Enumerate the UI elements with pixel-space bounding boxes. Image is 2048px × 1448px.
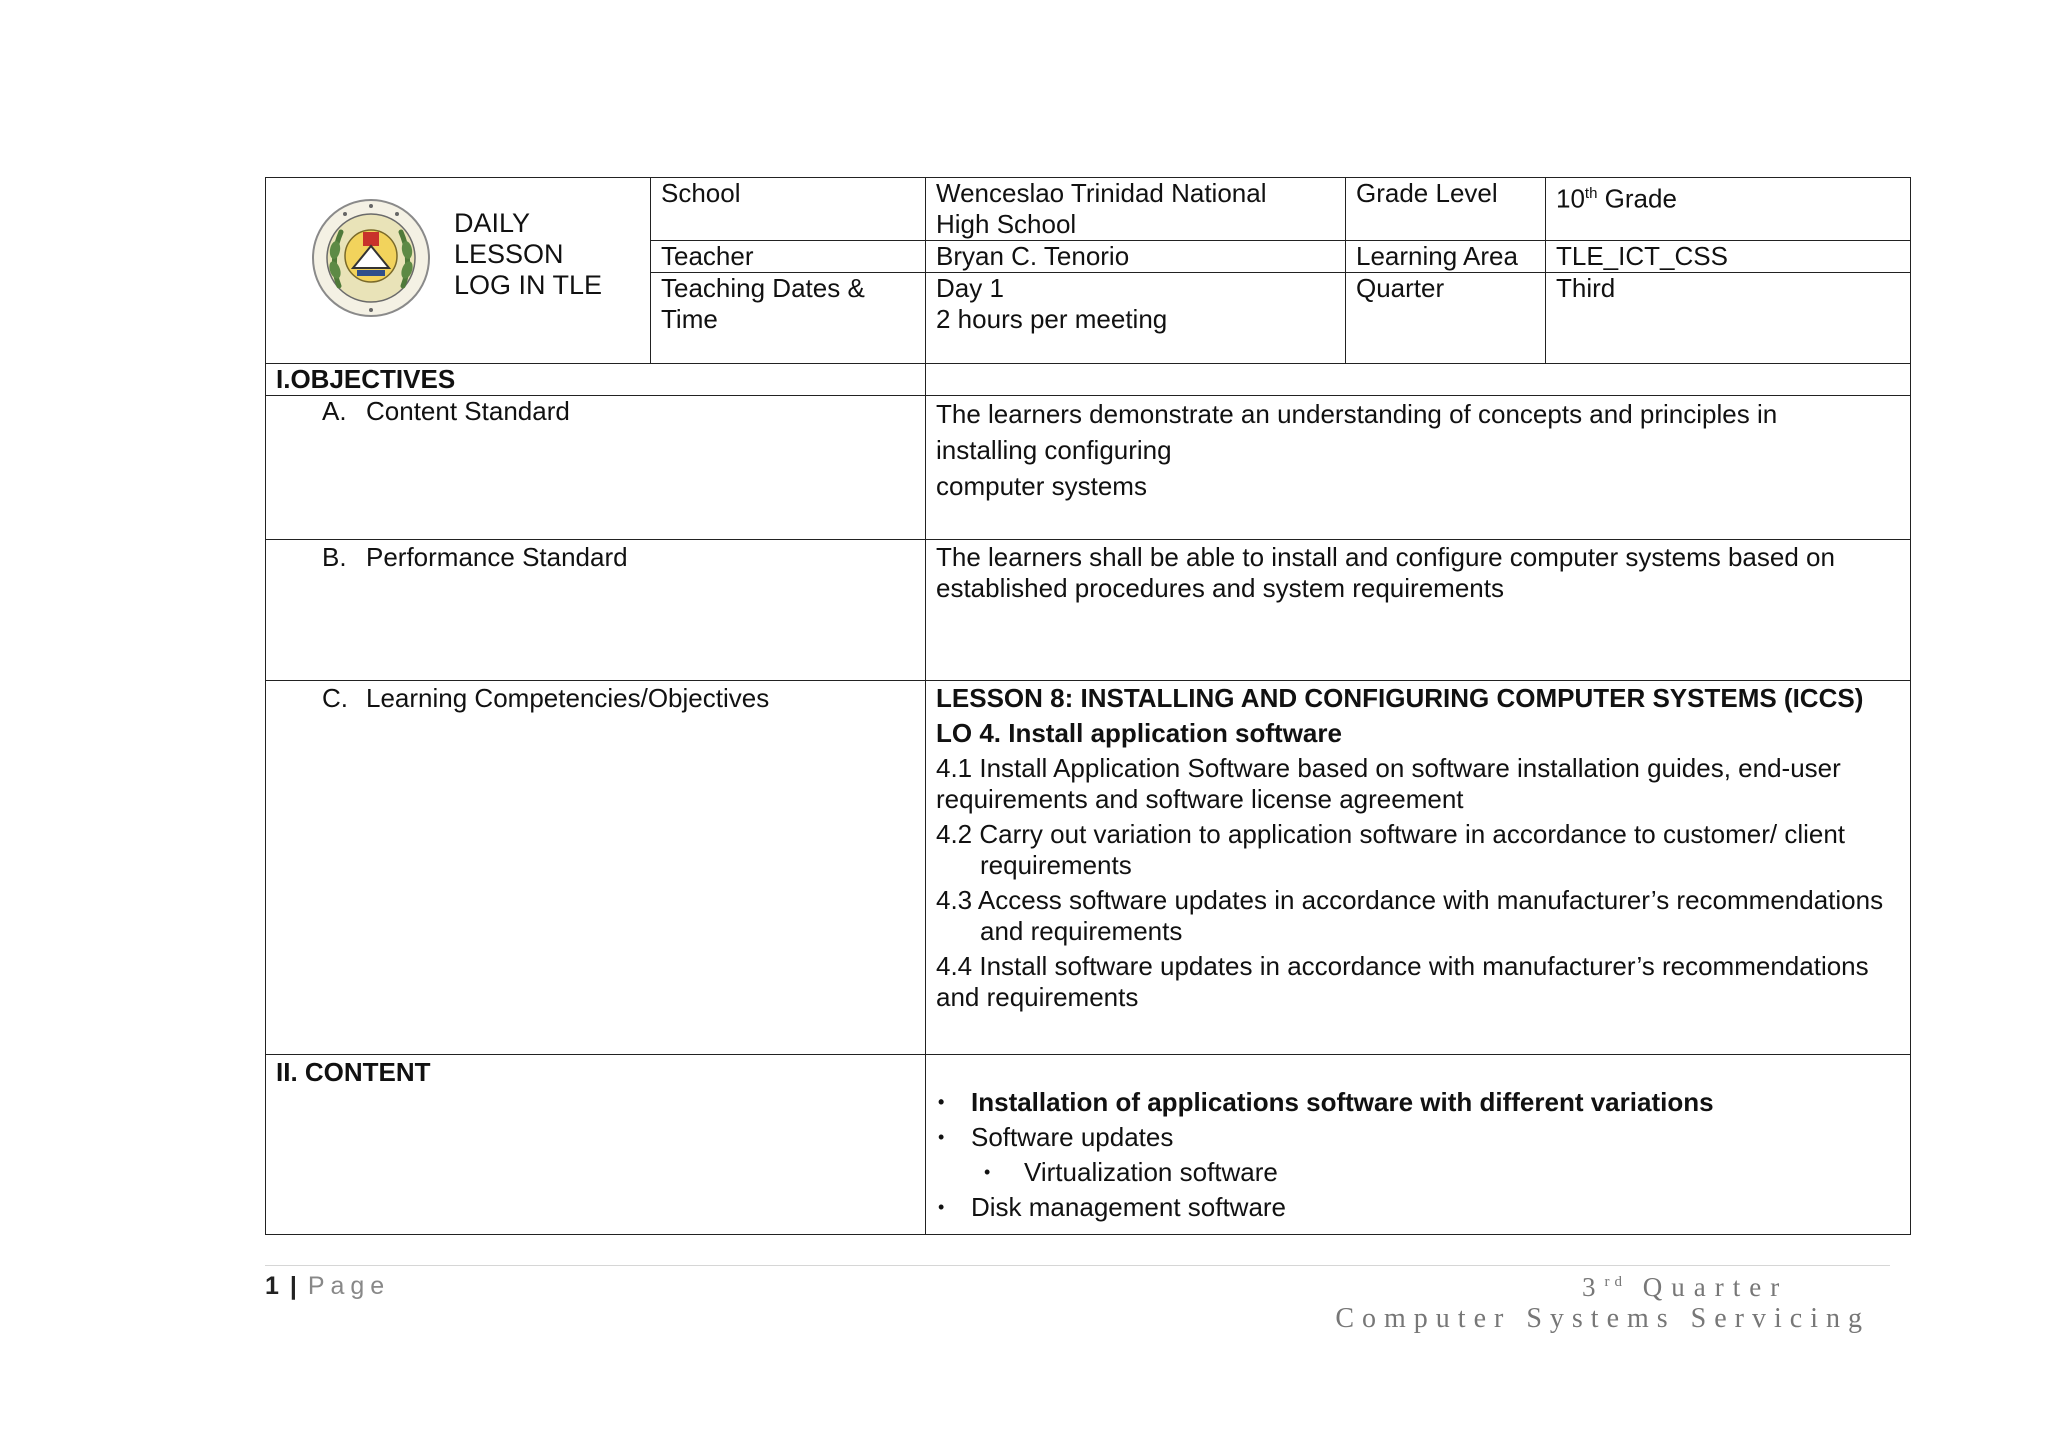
quarter-label: Quarter: [1346, 273, 1546, 364]
grade-level-label: Grade Level: [1346, 178, 1546, 241]
content-row: [266, 1055, 1911, 1235]
content-heading: II. CONTENT: [266, 1055, 926, 1235]
learning-area-label: Learning Area: [1346, 241, 1546, 273]
document-title: DAILY LESSON LOG IN TLE: [454, 208, 603, 300]
footer-divider: [265, 1265, 1890, 1266]
objectives-heading-row: [266, 364, 1911, 396]
competency-item: 4.4 Install software updates in accordance with manufacturer’s recommendations and requirements: [936, 951, 1869, 1012]
competencies-label: C. Learning Competencies/Objectives: [266, 681, 926, 1055]
content-list-cell: [926, 1055, 1911, 1235]
teacher-value: Bryan C. Tenorio: [926, 241, 1346, 273]
performance-standard-label: B. Performance Standard: [266, 540, 926, 681]
school-label: School: [651, 178, 926, 241]
competency-item: 4.3 Access software updates in accordance with manufacturer’s recommendations and requirements: [936, 885, 1884, 946]
list-item: • Virtualization software: [936, 1155, 1900, 1190]
list-item: • Disk management software: [936, 1190, 1900, 1225]
teacher-label: Teacher: [651, 241, 926, 273]
school-seal-icon: [311, 198, 431, 318]
competency-item: 4.1 Install Application Software based on software installation guides, end-user requirements and software license agreement: [936, 753, 1841, 814]
lesson-title: LESSON 8: INSTALLING AND CONFIGURING COMPUTER SYSTEMS (ICCS): [936, 683, 1864, 713]
performance-standard-text: The learners shall be able to install and configure computer systems based on established procedures and system requirements: [926, 540, 1911, 681]
header-row-school: [266, 178, 1911, 241]
page-number: 1 | Page: [265, 1272, 391, 1300]
objectives-heading: I.OBJECTIVES: [266, 364, 926, 396]
teaching-dates-label: Teaching Dates & Time: [651, 273, 926, 364]
competencies-row: [266, 681, 1911, 1055]
footer-quarter: 3rd Quarter: [1582, 1272, 1789, 1302]
daily-lesson-log-table: [265, 177, 1911, 1235]
content-standard-row: [266, 396, 1911, 540]
competency-item: 4.2 Carry out variation to application software in accordance to customer/ client requirements: [936, 819, 1846, 880]
list-item: • Software updates: [936, 1120, 1900, 1155]
footer-subject: Computer Systems Servicing: [1335, 1303, 1870, 1334]
content-standard-text: The learners demonstrate an understanding of concepts and principles in installing configuring computer systems: [926, 396, 1911, 540]
competencies-text: [926, 681, 1911, 1055]
teaching-dates-value: Day 1 2 hours per meeting: [926, 273, 1346, 364]
learning-area-value: TLE_ICT_CSS: [1546, 241, 1911, 273]
content-bullet-list: [936, 1085, 1900, 1225]
quarter-value: Third: [1546, 273, 1911, 364]
school-value: Wenceslao Trinidad National High School: [926, 178, 1346, 241]
content-standard-label: A. Content Standard: [266, 396, 926, 540]
performance-standard-row: [266, 540, 1911, 681]
title-cell: [266, 178, 651, 364]
list-item: • Installation of applications software with different variations: [936, 1085, 1900, 1120]
lo-title: LO 4. Install application software: [936, 718, 1342, 748]
grade-level-value: 10th Grade: [1546, 178, 1911, 241]
